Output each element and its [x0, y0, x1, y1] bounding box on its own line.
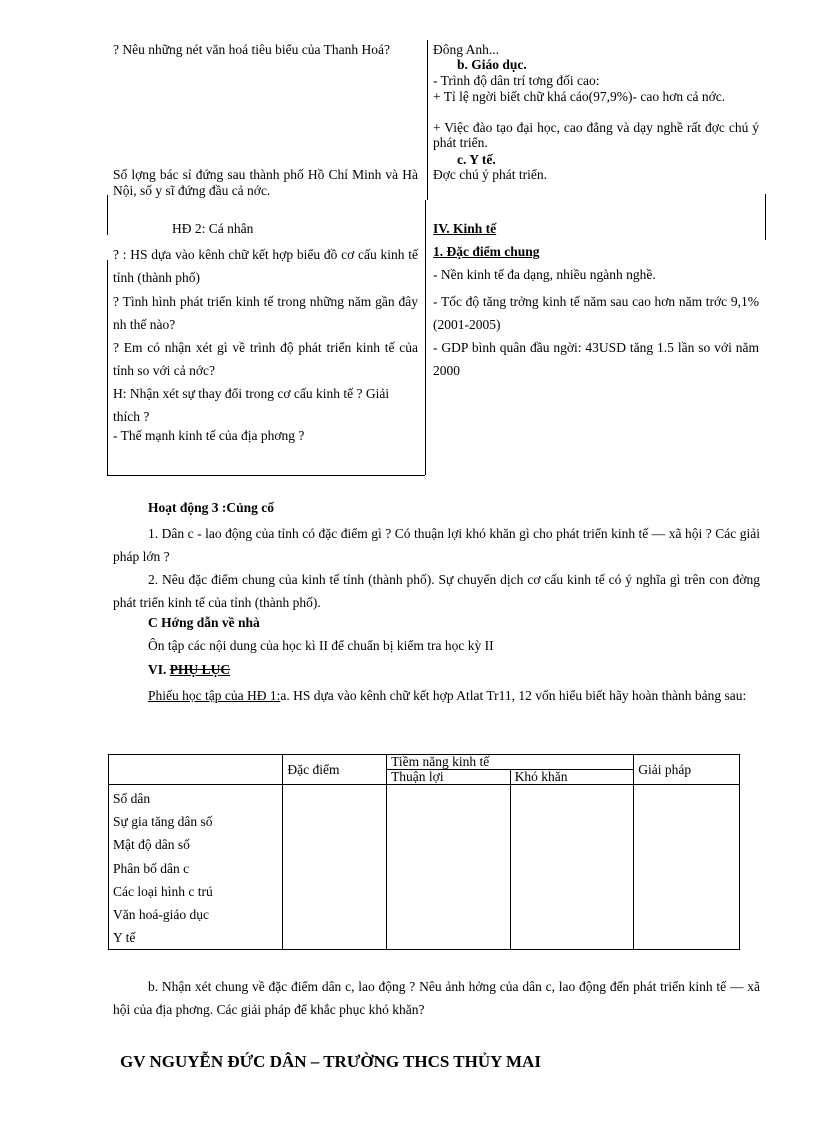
- question-a: ? : HS dựa vào kênh chữ kết hợp biểu đồ cơ cấu kinh tế tỉnh (thành phố): [113, 247, 418, 285]
- question-b: ? Tình hình phát triển kinh tế trong những năm gần đây nh thế nào?: [113, 294, 418, 332]
- closing-question: b. Nhận xét chung về đặc điểm dân c, lao động ? Nêu ảnh hởng của dân c, lao động đến phát triển kinh tế — xã hội của địa phơng. Các giải pháp để khắc phục khó khăn?: [113, 979, 760, 1017]
- question-culture: ? Nêu những nét văn hoá tiêu biểu của Thanh Hoá?: [113, 42, 390, 57]
- left-border-lower: [107, 260, 108, 475]
- table-header-potential: Tiềm năng kinh tế: [387, 755, 634, 770]
- worksheet-label: Phiếu học tập của HĐ 1:: [148, 688, 281, 703]
- economy-line-3: - GDP bình quân đầu ngời: 43USD tăng 1.5 lần so với năm 2000: [433, 340, 759, 378]
- table-header-difficulties: Khó khăn: [510, 770, 634, 785]
- table-row-culture-education: Văn hoá-giáo dục: [113, 907, 209, 923]
- column-divider-top: [427, 40, 428, 200]
- table-cell-features[interactable]: [283, 785, 387, 950]
- table-header-advantages: Thuận lợi: [387, 770, 511, 785]
- bottom-border: [107, 475, 425, 476]
- table-row-population: Số dân: [113, 791, 151, 806]
- table-row-population-distribution: Phân bố dân c: [113, 860, 190, 876]
- table-row-labels: [109, 785, 283, 950]
- table-header-blank: [109, 755, 283, 785]
- right-border-mark: [765, 194, 766, 240]
- subsection-general: 1. Đặc điểm chung: [433, 244, 540, 259]
- education-line-1: - Trình độ dân trí tơng đối cao:: [433, 73, 600, 88]
- health-heading: c. Y tế.: [457, 152, 496, 167]
- table-row-population-growth: Sự gia tăng dân số: [113, 814, 213, 830]
- activity-2-heading: HĐ 2: Cá nhân: [172, 221, 254, 236]
- health-line-1: Đợc chú ý phát triển.: [433, 167, 547, 182]
- section-economy: IV. Kinh tế: [433, 221, 497, 236]
- homework-heading: C Hớng dẫn về nhà: [148, 615, 260, 630]
- economy-line-2: - Tốc độ tăng trởng kinh tế năm sau cao hơn năm trớc 9,1%(2001-2005): [433, 294, 759, 332]
- table-row-settlement-types: Các loại hình c trú: [113, 883, 213, 899]
- worksheet-instruction: a. HS dựa vào kênh chữ kết hợp Atlat Tr11, 12 vốn hiểu biết hãy hoàn thành bảng sau:: [280, 688, 747, 703]
- table-cell-difficulties[interactable]: [510, 785, 634, 950]
- appendix-heading: [148, 662, 230, 678]
- education-heading: b. Giáo dục.: [457, 57, 527, 72]
- column-divider-main: [425, 200, 426, 475]
- activity-3-heading: Hoạt động 3 :Củng cố: [148, 500, 275, 515]
- text-dong-anh: Đông Anh...: [433, 42, 500, 57]
- question-d: H: Nhận xét sự thay đổi trong cơ cấu kinh tế ? Giải thích ?: [113, 386, 390, 424]
- question-c: ? Em có nhận xét gì về trình độ phát triển kinh tế của tỉnh so với cả nớc?: [113, 340, 418, 378]
- worksheet-table: [108, 754, 740, 950]
- appendix-heading-number: VI.: [148, 662, 167, 677]
- economy-line-1: - Nền kinh tế đa dạng, nhiều ngành nghề.: [433, 267, 656, 282]
- footer-author: GV NGUYỄN ĐỨC DÂN – TRƯỜNG THCS THỦY MAI: [120, 1052, 541, 1071]
- table-cell-advantages[interactable]: [387, 785, 511, 950]
- question-e: - Thế mạnh kinh tế của địa phơng ?: [113, 428, 305, 443]
- appendix-heading-text: PHỤ LỤC: [169, 662, 231, 677]
- table-cell-solutions[interactable]: [634, 785, 740, 950]
- activity-3-item-1: 1. Dân c - lao động của tỉnh có đặc điểm gì ? Có thuận lợi khó khăn gì cho phát triển kinh tế — xã hội ? Các giải pháp lớn ?: [113, 526, 760, 564]
- homework-text: Ôn tập các nội dung của học kì II để chuẩn bị kiểm tra học kỳ II: [148, 638, 494, 653]
- left-border-mid: [107, 195, 108, 235]
- doctor-statistic: Số lợng bác sỉ đứng sau thành phố Hồ Chí Minh và Hà Nội, số y sĩ đứng đầu cả nớc.: [113, 167, 418, 198]
- table-row-population-density: Mật độ dân số: [113, 837, 190, 853]
- education-line-3: + Việc đào tạo đại học, cao đẳng và dạy nghề rất đợc chú ý phát triển.: [433, 120, 759, 150]
- appendix-intro: [113, 684, 760, 707]
- table-row-health: Y tế: [113, 930, 136, 946]
- education-line-2: + Tỉ lệ ngời biết chữ khá cáo(97,9%)- cao hơn cả nớc.: [433, 89, 726, 104]
- table-header-features: Đặc điểm: [283, 755, 387, 785]
- table-header-solutions: Giải pháp: [634, 755, 740, 785]
- activity-3-item-2: 2. Nêu đặc điểm chung của kinh tế tỉnh (thành phố). Sự chuyển dịch cơ cấu kinh tế có ý nghĩa gì trên con đờng phát triển kinh tế của tỉnh (thành phố).: [113, 572, 760, 610]
